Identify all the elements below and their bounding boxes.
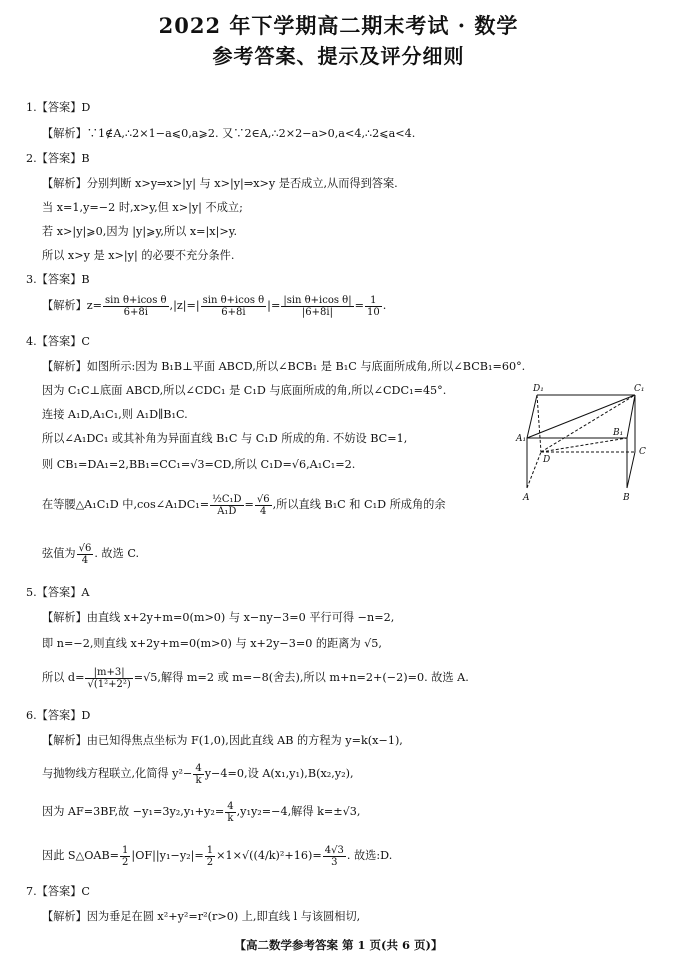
q6-line-1: 【解析】由已知得焦点坐标为 F(1,0),因此直线 AB 的方程为 y=k(x−1),	[42, 734, 403, 747]
q4-line-5: 则 CB₁=DA₁=2,BB₁=CC₁=√3=CD,所以 C₁D=√6,A₁C₁=2.	[42, 458, 356, 471]
label-b1: B₁	[613, 428, 624, 438]
q4-line-4: 所以∠A₁DC₁ 或其补角为异面直线 B₁C 与 C₁D 所成的角. 不妨设 BC=1,	[42, 432, 408, 445]
q6-answer: 6.【答案】D	[26, 709, 91, 722]
label-c1: C₁	[634, 384, 645, 394]
q4-line-7: 弦值为 $\frac{√6}{4}$ . 故选 C.	[42, 542, 140, 566]
label-b: B	[623, 493, 630, 503]
q6-line-2: 与抛物线方程联立,化简得 y²− $\frac{4}{k}$ y−4=0,设 A(x₁,y₁),B(x₂,y₂),	[42, 762, 354, 786]
q5-line-1: 【解析】由直线 x+2y+m=0(m>0) 与 x−ny−3=0 平行可得 −n=2,	[42, 611, 395, 624]
label-d1: D₁	[533, 384, 544, 394]
prism-figure	[515, 380, 655, 505]
fraction: $\frac{√6}{4}$	[78, 542, 92, 566]
q1-explanation: 【解析】∵1∉A,∴2×1−a⩽0,a⩾2. 又∵2∈A,∴2×2−a>0,a<4,∴2⩽a<4.	[42, 127, 416, 140]
fraction: $\frac{1}{2}$	[206, 844, 214, 868]
q4-line-6: 在等腰△A₁C₁D 中,cos∠A₁DC₁= $\frac{\text{½C₁D}}{\text{A₁D}}$ = $\frac{√6}{4}$ ,所以直线 B₁C 和 C₁D 所成角的余	[42, 493, 446, 517]
page-title: 2022 年下学期高二期末考试 · 数学	[158, 13, 519, 38]
q1-answer: 1.【答案】D	[26, 101, 91, 114]
q4-line-1: 【解析】如图所示:因为 B₁B⊥平面 ABCD,所以∠BCB₁ 是 B₁C 与底面所成角,所以∠BCB₁=60°.	[42, 360, 526, 373]
q2-line-3: 若 x>|y|⩾0,因为 |y|⩾y,所以 x=|x|>y.	[42, 225, 238, 238]
fraction: $\frac{4}{k}$	[227, 800, 234, 824]
q4-line-3: 连接 A₁D,A₁C₁,则 A₁D∥B₁C.	[42, 408, 188, 421]
label-a: A	[523, 493, 530, 503]
q5-line-3: 所以 d= $\frac{|m+3|}{\text{√(1²+2²)}}$ =√5,解得 m=2 或 m=−8(舍去),所以 m+n=2+(−2)=0. 故选 A.	[42, 666, 469, 690]
fraction: $\frac{1}{10}$	[366, 294, 380, 318]
page-footer: 【高二数学参考答案 第 1 页(共 6 页)】	[234, 938, 443, 952]
fraction: $\frac{√6}{4}$	[256, 493, 270, 517]
fraction: $\frac{\text{½C₁D}}{\text{A₁D}}$	[212, 493, 242, 517]
q7-line-1: 【解析】因为垂足在圆 x²+y²=r²(r>0) 上,即直线 l 与该圆相切,	[42, 910, 361, 923]
q5-answer: 5.【答案】A	[26, 586, 90, 599]
q4-answer: 4.【答案】C	[26, 335, 90, 348]
q6-line-3: 因为 AF=3BF,故 −y₁=3y₂,y₁+y₂= $\frac{4}{k}$ ,y₁y₂=−4,解得 k=±√3,	[42, 800, 361, 824]
q5-line-2: 即 n=−2,则直线 x+2y+m=0(m>0) 与 x+2y−3=0 的距离为 √5,	[42, 637, 382, 650]
page-subtitle: 参考答案、提示及评分细则	[212, 44, 465, 68]
fraction: $\frac{\text{|sin θ+icos θ|}}{|6+8i|}$	[283, 294, 352, 318]
q2-line-4: 所以 x>y 是 x>|y| 的必要不充分条件.	[42, 249, 235, 262]
q3-answer: 3.【答案】B	[26, 273, 90, 286]
fraction: $\frac{\text{sin θ+icos θ}}{6+8i}$	[105, 294, 167, 318]
fraction: $\frac{\text{sin θ+icos θ}}{6+8i}$	[202, 294, 265, 318]
label-a1: A₁	[516, 434, 527, 444]
fraction: $\frac{1}{2}$	[122, 844, 129, 868]
q7-answer: 7.【答案】C	[26, 885, 90, 898]
q2-answer: 2.【答案】B	[26, 152, 90, 165]
q2-line-2: 当 x=1,y=−2 时,x>y,但 x>|y| 不成立;	[42, 201, 243, 214]
q6-line-4: 因此 S△OAB= $\frac{1}{2}$ |OF||y₁−y₂|= $\frac{1}{2}$ ×1×√((4/k)²+16)= $\frac{4√3}{3}$ . 故选:D.	[42, 844, 393, 868]
fraction: $\frac{4}{k}$	[195, 762, 202, 786]
label-d: D	[543, 455, 551, 465]
label-c: C	[639, 447, 646, 457]
q3-explanation: 【解析】z= $\frac{\text{sin θ+icos θ}}{6+8i}$ ,|z|=| $\frac{\text{sin θ+icos θ}}{6+8i}$ |= $\frac{\text{|sin θ+icos θ|}}{|6+8i|}$ = $\frac{1}{10}$ .	[42, 294, 387, 318]
q4-line-2: 因为 C₁C⊥底面 ABCD,所以∠CDC₁ 是 C₁D 与底面所成的角,所以∠CDC₁=45°.	[42, 384, 447, 397]
fraction: $\frac{|m+3|}{\text{√(1²+2²)}}$	[87, 666, 131, 690]
q2-line-1: 【解析】分别判断 x>y⇒x>|y| 与 x>|y|⇒x>y 是否成立,从而得到答案.	[42, 177, 398, 190]
fraction: $\frac{4√3}{3}$	[324, 844, 344, 868]
